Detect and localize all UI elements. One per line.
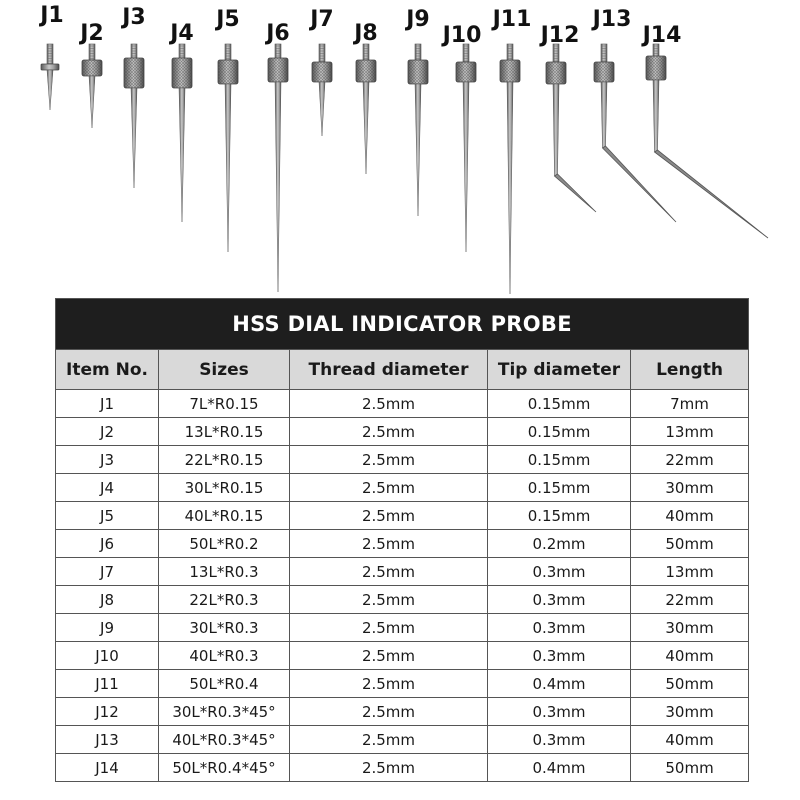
header-row xyxy=(56,350,749,390)
table-row xyxy=(56,418,749,446)
table-cell: J3 xyxy=(56,446,159,474)
probe-1 xyxy=(41,44,59,110)
table-cell: 7L*R0.15 xyxy=(159,390,290,418)
table-cell: J13 xyxy=(56,726,159,754)
table-cell: 2.5mm xyxy=(290,726,488,754)
table-cell: 40mm xyxy=(631,726,749,754)
table-cell: 40L*R0.3 xyxy=(159,642,290,670)
table-cell: 40mm xyxy=(631,642,749,670)
table-cell: 50mm xyxy=(631,670,749,698)
table-row xyxy=(56,446,749,474)
table-cell: 0.2mm xyxy=(488,530,631,558)
probe-8 xyxy=(356,44,376,174)
probe-6 xyxy=(268,44,288,292)
probe-label: J12 xyxy=(540,23,580,48)
probe-7 xyxy=(312,44,332,136)
table-cell: 2.5mm xyxy=(290,502,488,530)
table-cell: 2.5mm xyxy=(290,614,488,642)
probe-label: J5 xyxy=(216,7,240,32)
table-cell: 0.3mm xyxy=(488,726,631,754)
probe-3 xyxy=(124,44,144,188)
table-cell: 2.5mm xyxy=(290,698,488,726)
table-cell: 0.3mm xyxy=(488,698,631,726)
probe-label: J3 xyxy=(122,5,146,30)
probe-photo xyxy=(0,0,800,300)
table-cell: 50L*R0.4*45° xyxy=(159,754,290,782)
table-cell: 22mm xyxy=(631,586,749,614)
table-cell: J12 xyxy=(56,698,159,726)
table-cell: 2.5mm xyxy=(290,530,488,558)
table-cell: 2.5mm xyxy=(290,558,488,586)
table-cell: 22L*R0.3 xyxy=(159,586,290,614)
probe-label: J9 xyxy=(406,7,430,32)
probe-2 xyxy=(82,44,102,128)
probe-label: J7 xyxy=(310,7,334,32)
table-title: HSS DIAL INDICATOR PROBE xyxy=(56,299,749,350)
table-row xyxy=(56,754,749,782)
table-cell: J4 xyxy=(56,474,159,502)
table-cell: 0.15mm xyxy=(488,502,631,530)
table-cell: J1 xyxy=(56,390,159,418)
table-cell: 13mm xyxy=(631,418,749,446)
column-header: Tip diameter xyxy=(488,350,631,390)
column-header: Sizes xyxy=(159,350,290,390)
table-cell: 30mm xyxy=(631,474,749,502)
table-cell: 22L*R0.15 xyxy=(159,446,290,474)
probe-10 xyxy=(456,44,476,252)
table-cell: 2.5mm xyxy=(290,418,488,446)
table-cell: J14 xyxy=(56,754,159,782)
table-row xyxy=(56,726,749,754)
table-cell: 40L*R0.3*45° xyxy=(159,726,290,754)
table-cell: 0.15mm xyxy=(488,446,631,474)
table-cell: 13L*R0.3 xyxy=(159,558,290,586)
table-cell: J2 xyxy=(56,418,159,446)
table-row xyxy=(56,530,749,558)
table-row xyxy=(56,390,749,418)
table-cell: 0.3mm xyxy=(488,642,631,670)
probe-label: J6 xyxy=(266,21,290,46)
table-cell: 50mm xyxy=(631,530,749,558)
table-row xyxy=(56,698,749,726)
table-cell: 0.15mm xyxy=(488,418,631,446)
table-cell: 50mm xyxy=(631,754,749,782)
probe-label: J10 xyxy=(442,23,482,48)
table-cell: 30mm xyxy=(631,698,749,726)
table-row xyxy=(56,614,749,642)
column-header: Thread diameter xyxy=(290,350,488,390)
table-cell: 40mm xyxy=(631,502,749,530)
spec-table xyxy=(55,298,749,782)
table-cell: 50L*R0.2 xyxy=(159,530,290,558)
table-cell: 2.5mm xyxy=(290,446,488,474)
table-cell: 30L*R0.3 xyxy=(159,614,290,642)
probe-9 xyxy=(408,44,428,216)
table-cell: J6 xyxy=(56,530,159,558)
table-cell: J5 xyxy=(56,502,159,530)
table-cell: 30mm xyxy=(631,614,749,642)
probe-label: J4 xyxy=(170,21,194,46)
table-cell: 50L*R0.4 xyxy=(159,670,290,698)
column-header: Length xyxy=(631,350,749,390)
table-cell: 22mm xyxy=(631,446,749,474)
table-row xyxy=(56,642,749,670)
table-cell: 0.15mm xyxy=(488,390,631,418)
column-header: Item No. xyxy=(56,350,159,390)
table-cell: 0.4mm xyxy=(488,754,631,782)
table-row xyxy=(56,558,749,586)
table-cell: 2.5mm xyxy=(290,642,488,670)
table-cell: J10 xyxy=(56,642,159,670)
probe-label: J1 xyxy=(40,3,64,28)
table-row xyxy=(56,670,749,698)
table-cell: 0.15mm xyxy=(488,474,631,502)
table-cell: 0.4mm xyxy=(488,670,631,698)
table-cell: 2.5mm xyxy=(290,754,488,782)
probe-12 xyxy=(546,44,596,212)
table-cell: 0.3mm xyxy=(488,614,631,642)
table-cell: J9 xyxy=(56,614,159,642)
table-cell: J7 xyxy=(56,558,159,586)
table-cell: 2.5mm xyxy=(290,670,488,698)
probe-label: J13 xyxy=(592,7,632,32)
table-cell: 2.5mm xyxy=(290,586,488,614)
table-row xyxy=(56,474,749,502)
table-cell: J8 xyxy=(56,586,159,614)
table-cell: 7mm xyxy=(631,390,749,418)
table-row xyxy=(56,502,749,530)
table-row xyxy=(56,586,749,614)
table-cell: 13mm xyxy=(631,558,749,586)
table-cell: 2.5mm xyxy=(290,390,488,418)
probe-4 xyxy=(172,44,192,222)
table-cell: 40L*R0.15 xyxy=(159,502,290,530)
probe-5 xyxy=(218,44,238,252)
probe-11 xyxy=(500,44,520,294)
probe-label: J2 xyxy=(80,21,104,46)
table-cell: 0.3mm xyxy=(488,586,631,614)
probe-label: J14 xyxy=(642,23,682,48)
probe-label: J8 xyxy=(354,21,378,46)
table-cell: 13L*R0.15 xyxy=(159,418,290,446)
table-cell: 0.3mm xyxy=(488,558,631,586)
table-cell: 2.5mm xyxy=(290,474,488,502)
probe-label: J11 xyxy=(492,7,532,32)
table-cell: 30L*R0.3*45° xyxy=(159,698,290,726)
table-cell: J11 xyxy=(56,670,159,698)
table-cell: 30L*R0.15 xyxy=(159,474,290,502)
